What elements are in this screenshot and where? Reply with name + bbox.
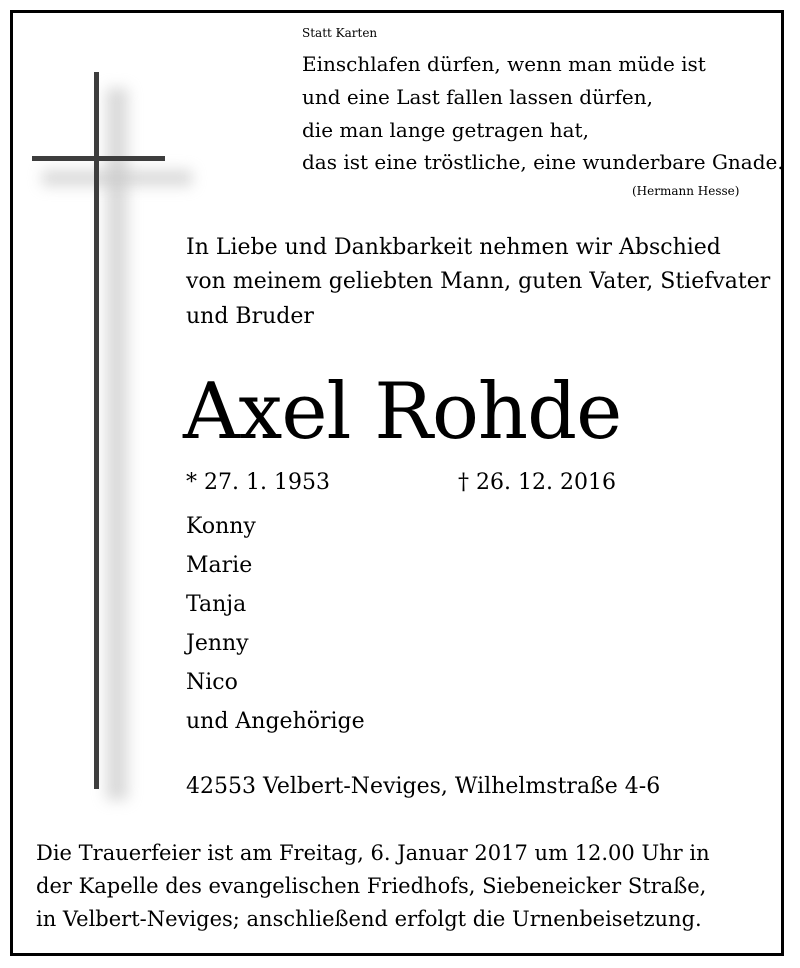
cross-icon	[0, 0, 200, 820]
mourner-name: Tanja	[186, 592, 247, 617]
mourner-name: Konny	[186, 514, 256, 539]
mourner-name: Jenny	[186, 631, 249, 656]
birth-date: * 27. 1. 1953	[186, 470, 330, 495]
poem-line: Einschlafen dürfen, wenn man müde ist	[302, 52, 706, 76]
service-line: in Velbert-Neviges; anschließend erfolgt die Urnenbeisetzung.	[36, 907, 702, 931]
cross-beam-horizontal	[32, 156, 165, 161]
poem-line: und eine Last fallen lassen dürfen,	[302, 85, 653, 109]
poem-line: das ist eine tröstliche, eine wunderbare Gnade.	[302, 150, 784, 174]
cross-shadow-vertical	[106, 88, 128, 800]
cross-shadow-horizontal	[42, 170, 192, 186]
mourner-name: Marie	[186, 553, 253, 578]
cross-beam-vertical	[94, 72, 99, 789]
death-date: † 26. 12. 2016	[458, 470, 616, 495]
family-address: 42553 Velbert-Neviges, Wilhelmstraße 4-6	[186, 774, 661, 799]
deceased-name: Axel Rohde	[183, 367, 622, 457]
mourner-name: Nico	[186, 670, 238, 695]
poem-author: (Hermann Hesse)	[632, 184, 740, 198]
intro-line: von meinem geliebten Mann, guten Vater, Stiefvater	[186, 269, 771, 294]
intro-line: In Liebe und Dankbarkeit nehmen wir Abschied	[186, 235, 721, 260]
service-line: der Kapelle des evangelischen Friedhofs, Siebeneicker Straße,	[36, 874, 707, 898]
service-line: Die Trauerfeier ist am Freitag, 6. Januar 2017 um 12.00 Uhr in	[36, 841, 710, 865]
mourner-name: und Angehörige	[186, 709, 365, 734]
poem-line: die man lange getragen hat,	[302, 118, 589, 142]
header-note: Statt Karten	[302, 26, 378, 40]
intro-line: und Bruder	[186, 304, 314, 329]
